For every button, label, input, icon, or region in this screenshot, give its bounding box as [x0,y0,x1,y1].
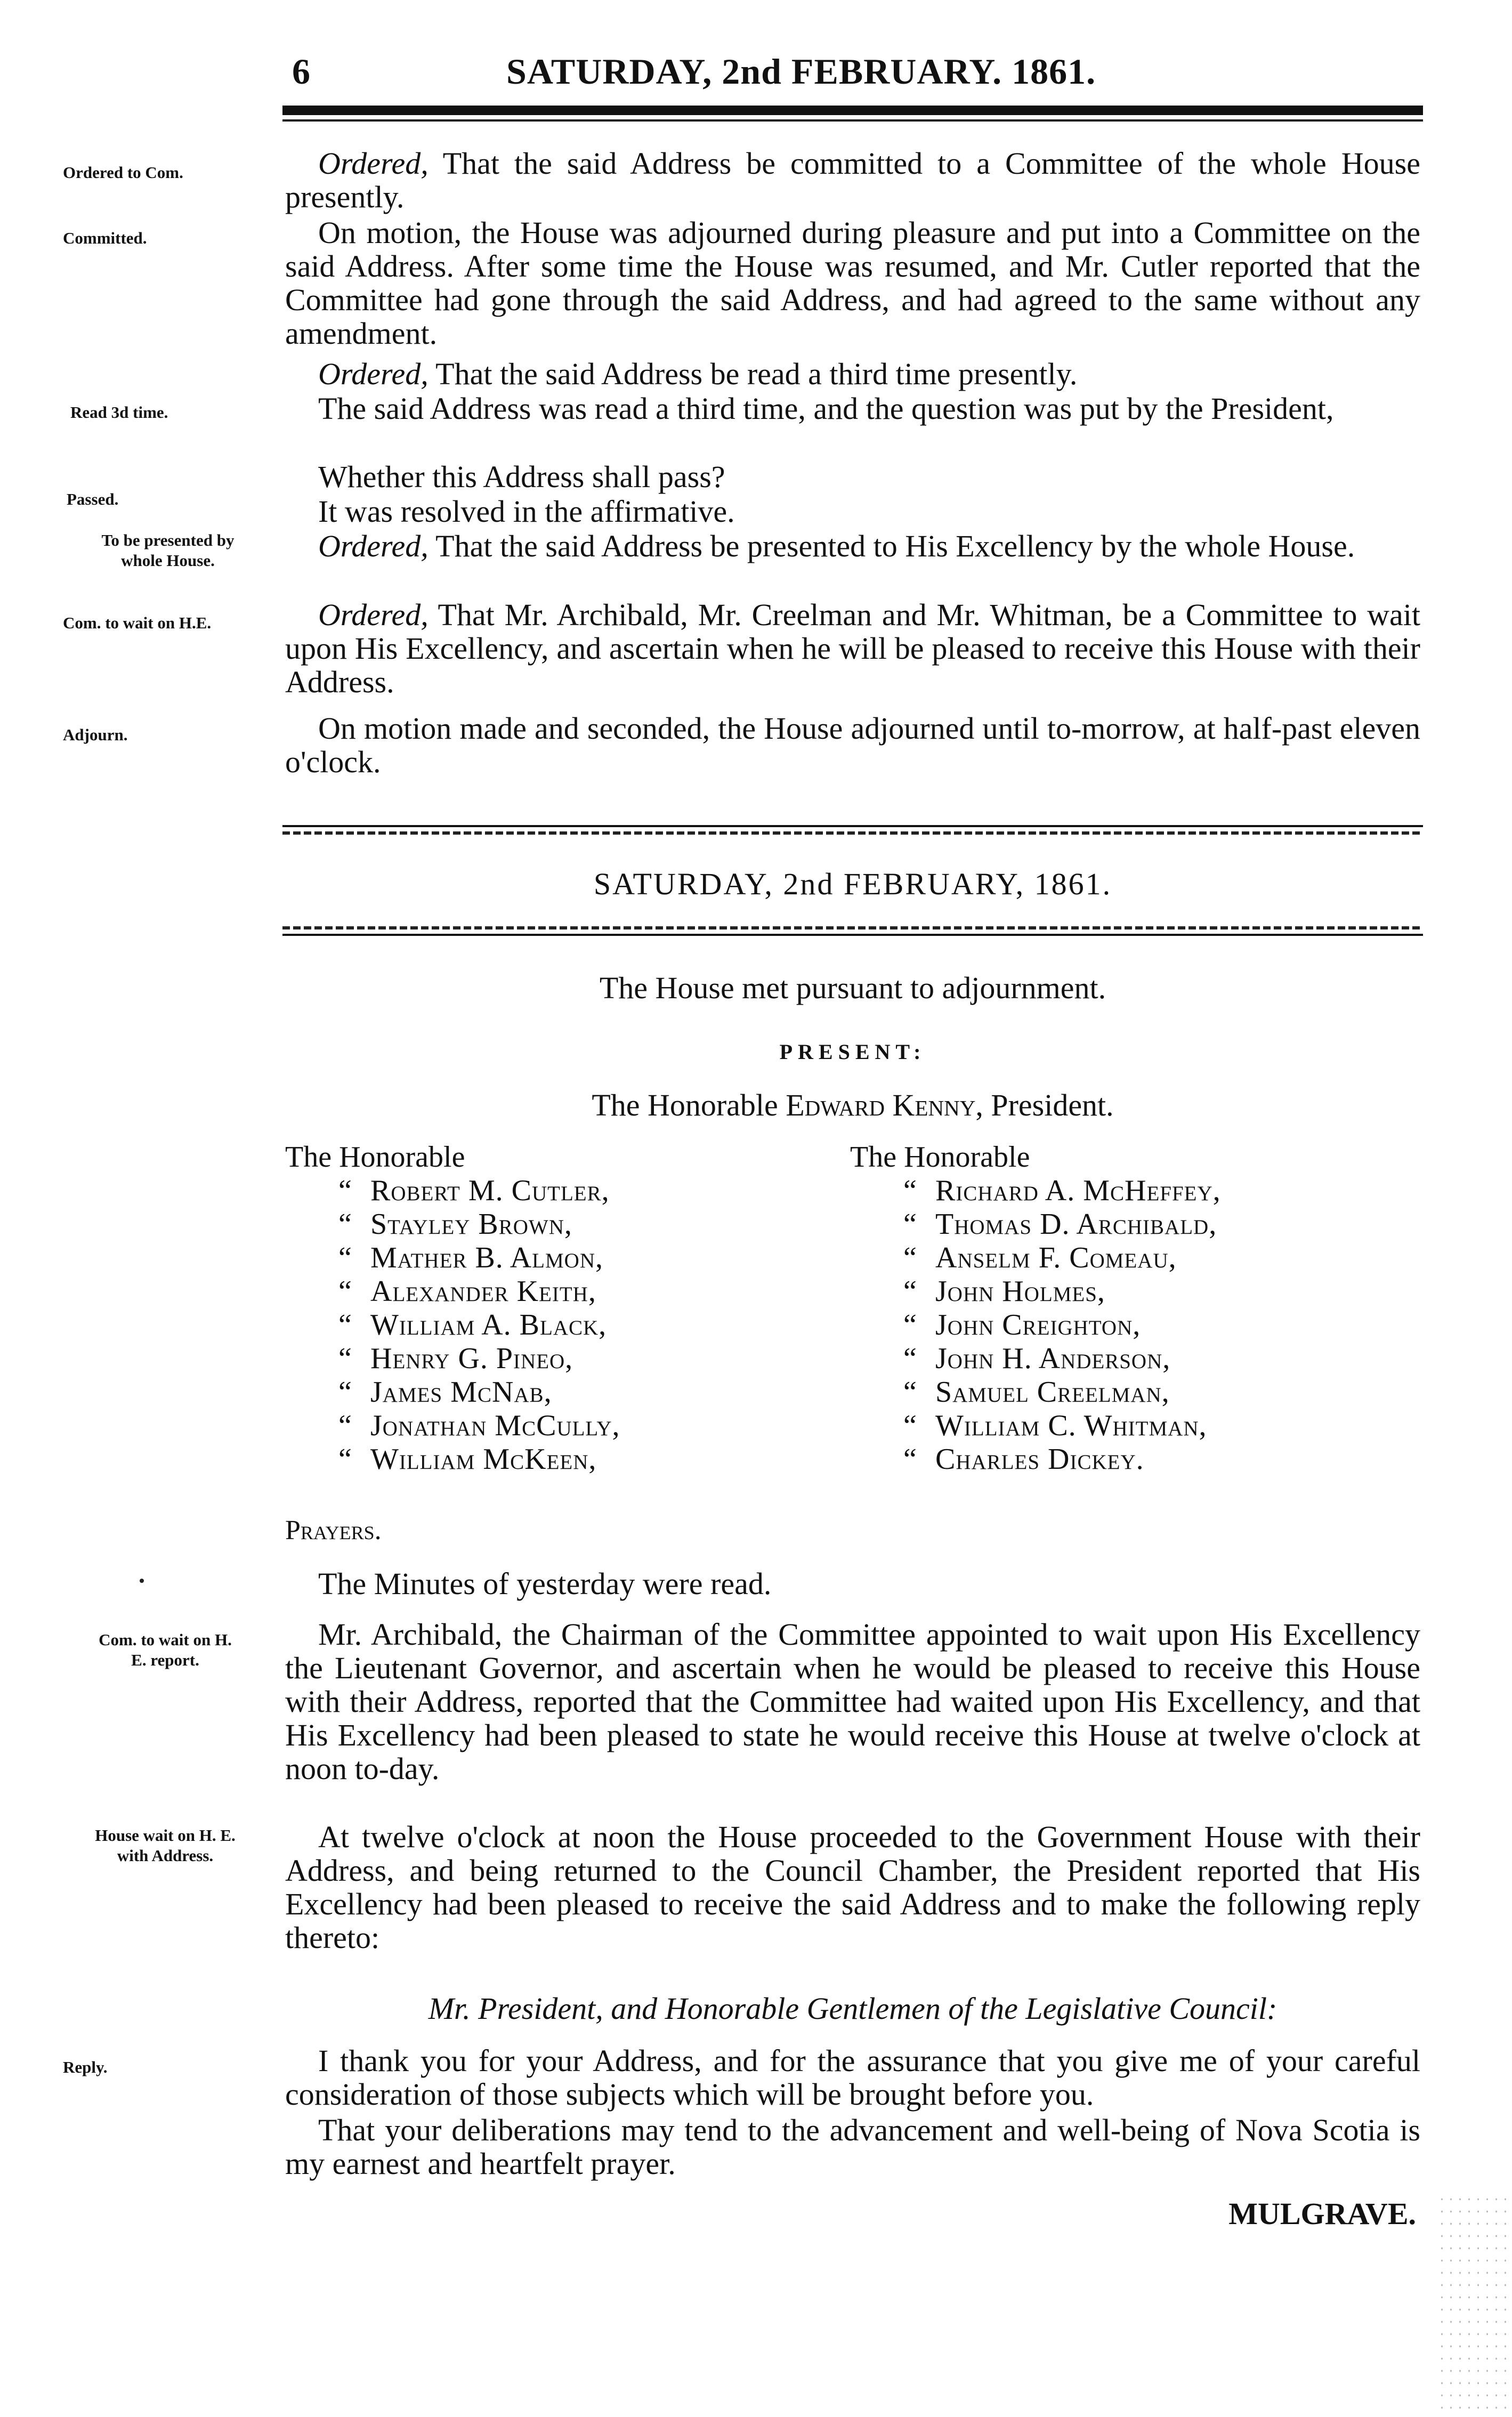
members-left-header: The Honorable [285,1141,465,1174]
member-name: John H. Anderson, [935,1342,1171,1375]
member-row [850,1308,1221,1342]
ordered-italic: Ordered, [318,357,428,391]
para-text: That the said Address be committed to a Committee of the whole House presently. [285,146,1420,214]
para-ordered-presented [285,529,1420,563]
margin-note-committed: Committed. [63,229,147,247]
member-name: Charles Dickey. [935,1443,1144,1476]
member-row [285,1174,620,1208]
reply-para-1: I thank you for your Address, and for the assurance that you give me of your careful consideration of those subjects which will be brought before you. [285,2043,1420,2112]
president-suffix: , President. [975,1088,1114,1122]
sitting-title-rule-dash [282,926,1423,929]
ditto-mark: “ [338,1376,352,1409]
para-text: That Mr. Archibald, Mr. Creelman and Mr. Whitman, be a Committee to wait upon His Excellency, and ascertain when he will be pleased to receive this House with their Address. [285,597,1420,699]
ditto-mark: “ [903,1376,917,1409]
ditto-mark: “ [338,1409,352,1442]
ditto-mark: “ [903,1275,917,1308]
ordered-italic: Ordered, [318,597,428,632]
margin-note-reply: Reply. [63,2058,108,2076]
prayers: Prayers. [285,1515,382,1546]
ditto-mark: “ [338,1174,352,1207]
member-name: John Creighton, [935,1308,1141,1341]
margin-note-to-be-presented [53,530,282,571]
ordered-italic: Ordered, [318,529,428,563]
member-row [285,1409,620,1443]
member-row [850,1342,1221,1376]
member-row [850,1241,1221,1275]
header-rule-thin [282,119,1423,122]
member-name: Thomas D. Archibald, [935,1208,1217,1241]
para-text: That the said Address be presented to His Excellency by the whole House. [428,529,1355,563]
house-met: The House met pursuant to adjournment. [599,971,1106,1005]
member-row [850,1443,1221,1476]
member-name: Richard A. McHeffey, [935,1174,1221,1207]
member-row [285,1275,620,1308]
ditto-mark: “ [338,1208,352,1241]
para-read-third-time: The said Address was read a third time, and the question was put by the President, [318,391,1334,426]
ditto-mark: “ [338,1308,352,1341]
member-name: James McNab, [370,1376,552,1409]
signature: MULGRAVE. [1228,2196,1416,2231]
margin-note-com-wait-report [51,1630,280,1670]
member-row [285,1208,620,1241]
president-prefix: The Honorable [592,1088,786,1122]
para-house-proceeded: At twelve o'clock at noon the House proceeded to the Government House with their Address, and being returned to the Council Chamber, the President reported that His Excellency had been pleased to receive the said Address and to make the following reply thereto: [285,1820,1420,1955]
member-name: Robert M. Cutler, [370,1174,610,1207]
ditto-mark: “ [338,1342,352,1375]
ditto-mark: “ [338,1275,352,1308]
ditto-mark: “ [338,1241,352,1274]
para-adjourned: On motion made and seconded, the House adjourned until to-morrow, at half-past eleven o'clock. [285,711,1420,779]
ditto-mark: “ [903,1241,917,1274]
scan-speckle [1437,2193,1512,2417]
member-row [285,1342,620,1376]
member-row [850,1208,1221,1241]
running-header-title: SATURDAY, 2nd FEBRUARY. 1861. [506,51,1096,92]
para-text: That the said Address be read a third time presently. [428,357,1078,391]
para-ordered-committed [285,147,1420,214]
member-row [285,1308,620,1342]
para-minutes: The Minutes of yesterday were read. [318,1566,772,1601]
member-name: William McKeen, [370,1443,597,1476]
ditto-mark: “ [338,1443,352,1476]
margin-note-read-3d-time: Read 3d time. [70,403,168,422]
member-name: William C. Whitman, [935,1409,1207,1442]
margin-note-line: House wait on H. E. [95,1826,236,1845]
section-rule-top [282,825,1423,827]
ditto-mark: “ [903,1443,917,1476]
ditto-mark: “ [903,1174,917,1207]
margin-note-passed: Passed. [67,490,119,508]
reply-heading: Mr. President, and Honorable Gentlemen of the Legislative Council: [428,1991,1277,2026]
member-name: Jonathan McCully, [370,1409,620,1442]
page-number: 6 [292,51,310,92]
member-row [850,1174,1221,1208]
header-rule-thick [282,106,1423,115]
members-right-header: The Honorable [850,1141,1030,1174]
member-name: Alexander Keith, [370,1275,596,1308]
ditto-mark: “ [903,1342,917,1375]
member-row [285,1241,620,1275]
present-heading: PRESENT: [779,1040,926,1064]
para-committee-motion: On motion, the House was adjourned during pleasure and put into a Committee on the said Address. After some time the House was resumed, and Mr. Cutler reported that the Committee had gone through the said Address, and had agreed to the same without any amendment. [285,215,1420,351]
margin-note-ordered-to-com: Ordered to Com. [63,163,183,182]
sitting-title: SATURDAY, 2nd FEBRUARY, 1861. [593,867,1112,901]
member-name: Stayley Brown, [370,1208,572,1241]
member-name: Henry G. Pineo, [370,1342,573,1375]
member-row [850,1376,1221,1409]
member-name: John Holmes, [935,1275,1105,1308]
para-ordered-committee [285,598,1420,699]
para-resolved: It was resolved in the affirmative. [318,494,735,529]
margin-note-line: Com. to wait on H. [99,1630,232,1649]
margin-note-line: To be presented by [101,531,235,549]
para-ordered-third-reading [285,357,1420,391]
margin-dot [140,1579,144,1583]
ditto-mark: “ [903,1208,917,1241]
margin-note-line: E. report. [131,1651,199,1669]
ditto-mark: “ [903,1409,917,1442]
member-name: Anselm F. Comeau, [935,1241,1177,1274]
member-name: William A. Black, [370,1308,607,1341]
margin-note-house-wait [51,1825,280,1866]
margin-note-line: with Address. [117,1846,214,1865]
member-name: Mather B. Almon, [370,1241,603,1274]
margin-note-line: whole House. [121,551,215,570]
members-left-column [285,1141,620,1476]
president-line [282,1087,1423,1123]
members-right-column [850,1141,1221,1476]
para-committee-report: Mr. Archibald, the Chairman of the Committee appointed to wait upon His Excellency the Lieutenant Governor, and ascertain when he would be pleased to receive this House with their Address, reported that the Committee had waited upon His Excellency, and that His Excellency had been pleased to state he would receive this House at twelve o'clock at noon to-day. [285,1617,1420,1786]
president-name: Edward Kenny [786,1088,976,1122]
member-row [850,1275,1221,1308]
section-rule-dash [282,831,1423,835]
member-row [285,1376,620,1409]
margin-note-com-to-wait: Com. to wait on H.E. [63,613,212,632]
reply-para-2: That your deliberations may tend to the advancement and well-being of Nova Scotia is my earnest and heartfelt prayer. [285,2113,1420,2181]
para-question: Whether this Address shall pass? [318,459,725,494]
ditto-mark: “ [903,1308,917,1341]
ordered-italic: Ordered, [318,146,428,181]
member-row [285,1443,620,1476]
member-name: Samuel Creelman, [935,1376,1170,1409]
sitting-title-rule [282,934,1423,936]
margin-note-adjourn: Adjourn. [63,725,128,744]
member-row [850,1409,1221,1443]
